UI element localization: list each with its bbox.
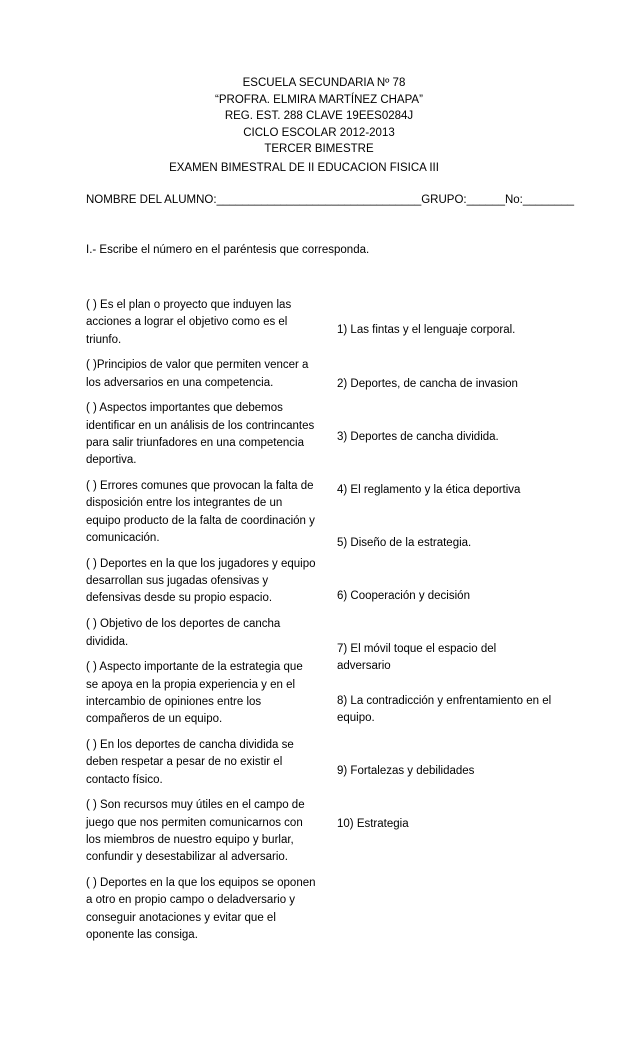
question-item: ( ) Aspecto importante de la estrategia que se apoya en la propia experiencia y en el intercambio de opiniones entre los compañeros de un equipo. — [86, 661, 303, 726]
question-item: ( )Principios de valor que permiten vencer a los adversarios en una competencia. — [86, 359, 309, 389]
school-name: ESCUELA SECUNDARIA Nº 78 — [242, 77, 406, 89]
answer-item: 7) El móvil toque el espacio del adversario — [337, 643, 497, 673]
answer-item: 4) El reglamento y la ética deportiva — [337, 484, 521, 496]
question-item: ( ) Deportes en la que los equipos se oponen a otro en propio campo o deladversario y conseguir anotaciones y evitar que el oponente las consiga. — [86, 877, 316, 941]
school-header — [0, 76, 638, 159]
exam-title: EXAMEN BIMESTRAL DE II EDUCACION FISICA III — [169, 162, 439, 174]
student-info-line: NOMBRE DEL ALUMNO:________________________________GRUPO:______No:________ — [86, 194, 575, 206]
question-item: ( ) Errores comunes que provocan la falta de disposición entre los integrantes de un equipo producto de la falta de coordinación y comunicación. — [86, 480, 315, 545]
question-item: ( ) Es el plan o proyecto que induyen las acciones a lograr el objetivo como es el triunfo. — [86, 299, 292, 346]
registration-code: REG. EST. 288 CLAVE 19EES0284J — [224, 110, 414, 123]
answer-item: 5) Diseño de la estrategia. — [337, 537, 472, 549]
answer-item: 8) La contradicción y enfrentamiento en el equipo. — [337, 695, 552, 725]
term-label: TERCER BIMESTRE — [264, 143, 374, 156]
question-item: ( ) Deportes en la que los jugadores y equipo desarrollan sus jugadas ofensivas y defensivas desde su propio espacio. — [86, 557, 316, 605]
answer-item: 10) Estrategia — [337, 818, 409, 830]
answer-item: 2) Deportes, de cancha de invasion — [337, 378, 518, 390]
question-item: ( ) Son recursos muy útiles en el campo de juego que nos permiten comunicarnos con los miembros de nuestro equipo y burlar, confundir y desestabilizar al adversario. — [86, 799, 305, 864]
answer-item: 1) Las fintas y el lenguaje corporal. — [337, 324, 516, 336]
question-item: ( ) En los deportes de cancha dividida se deben respetar a pesar de no existir el contacto físico. — [86, 739, 294, 786]
answer-item: 6) Cooperación y decisión — [337, 590, 470, 602]
question-item: ( ) Objetivo de los deportes de cancha dividida. — [86, 618, 281, 648]
teacher-name: “PROFRA. ELMIRA MARTÍNEZ CHAPA” — [215, 93, 423, 106]
school-cycle: CICLO ESCOLAR 2012-2013 — [243, 126, 395, 139]
instruction-text: I.- Escribe el número en el paréntesis que corresponda. — [86, 244, 370, 256]
question-item: ( ) Aspectos importantes que debemos identificar en un análisis de los contrincantes para salir triunfadores en una competencia deportiva. — [86, 402, 315, 467]
answer-item: 3) Deportes de cancha dividida. — [337, 431, 499, 443]
answer-item: 9) Fortalezas y debilidades — [337, 765, 475, 777]
questions-column — [86, 297, 318, 953]
